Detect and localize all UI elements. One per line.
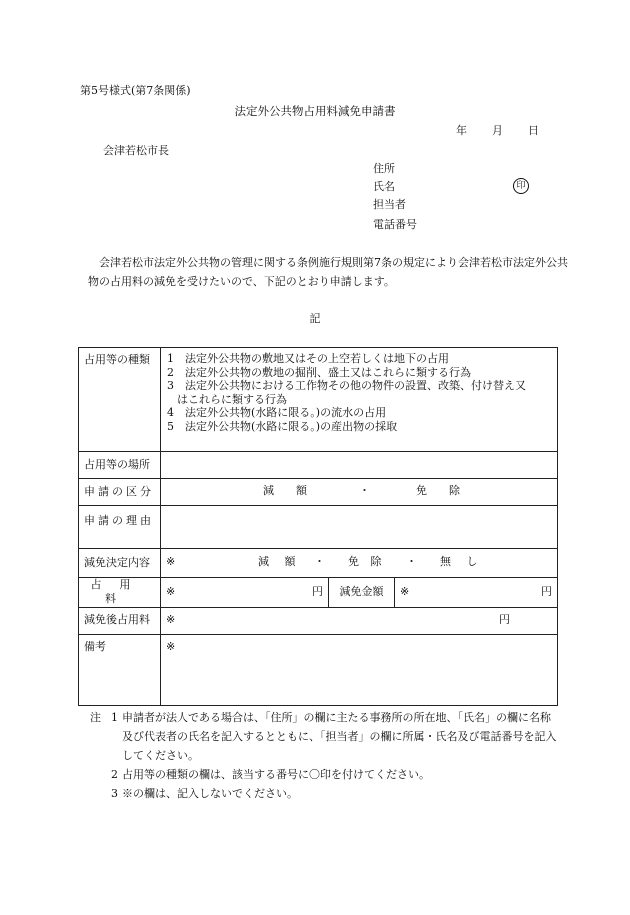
kind-option[interactable]: 2 法定外公共物の敷地の掘削、盛土又はこれらに類する行為: [167, 365, 471, 379]
reduced-amount-field: [395, 578, 558, 608]
decision-reduction: 減 額: [258, 555, 302, 568]
date-month: 月: [492, 124, 503, 137]
note-text: 占用等の種類の欄は、該当する番号に〇印を付けてください。: [122, 768, 430, 781]
after-fee-label: 減免後占用料: [79, 607, 161, 634]
request-statement: [88, 253, 568, 291]
note-number: 1: [111, 711, 118, 724]
kind-option-continuation: はこれらに類する行為: [177, 392, 287, 406]
staff-only-mark: ※: [400, 585, 410, 599]
note-item: [90, 784, 560, 803]
notes: [90, 708, 560, 803]
name-label: 氏名: [373, 180, 395, 193]
staff-only-mark: ※: [166, 612, 176, 626]
kind-label: 占用等の種類: [79, 348, 161, 452]
place-field[interactable]: [161, 452, 558, 479]
staff-only-mark: ※: [166, 555, 176, 568]
category-exemption[interactable]: 免 除: [416, 484, 460, 497]
page-title: 法定外公共物占用料減免申請書: [234, 104, 396, 118]
yen-unit: 円: [541, 585, 552, 599]
kind-option[interactable]: 5 法定外公共物(水路に限る。)の産出物の採取: [167, 419, 398, 433]
note-text: ※の欄は、記入しないでください。: [122, 787, 298, 800]
kind-option[interactable]: 3 法定外公共物における工作物その他の物件の設置、改築、付け替え又: [167, 379, 526, 392]
remarks-label-text: 備考: [84, 639, 106, 653]
after-fee-field: [161, 607, 558, 634]
decision-label: 減免決定内容: [79, 549, 161, 578]
staff-only-mark: ※: [166, 585, 176, 599]
note-number: 2: [111, 768, 118, 781]
application-table: [78, 347, 558, 706]
decision-separator: ・: [314, 555, 325, 568]
ki-heading: 記: [309, 312, 321, 325]
seal-mark: 印: [513, 178, 529, 194]
request-statement-text: 会津若松市法定外公共物の管理に関する条例施行規則第7条の規定により会津若松市法定外公共物の占用料の減免を受けたいので、下記のとおり申請します。: [88, 256, 568, 288]
remarks-field: [161, 634, 558, 705]
phone-label: 電話番号: [373, 218, 417, 231]
decision-separator: ・: [406, 555, 417, 568]
yen-unit: 円: [499, 612, 510, 626]
decision-exemption: 免 除: [348, 555, 386, 568]
person-in-charge-label: 担当者: [373, 198, 406, 211]
remarks-label: [79, 634, 161, 705]
category-separator: ・: [359, 484, 370, 497]
note-text: 申請者が法人である場合は、「住所」の欄に主たる事務所の所在地、「氏名」の欄に名称及び代表者の氏名を記入するとともに、「担当者」の欄に所属・氏名及び電話番号を記入してください。: [122, 711, 557, 762]
decision-none: 無 し: [440, 555, 484, 568]
address-label: 住所: [373, 162, 395, 175]
kind-option[interactable]: 1 法定外公共物の敷地又はその上空若しくは地下の占用: [167, 352, 449, 365]
place-label: 占用等の場所: [79, 452, 161, 479]
note-item: [90, 765, 560, 784]
notes-heading: 注: [90, 711, 101, 724]
form-number: 第5号様式(第7条関係): [80, 84, 191, 97]
kind-list: [161, 348, 558, 452]
category-label: 申請の区分: [79, 479, 161, 506]
kind-option[interactable]: 4 法定外公共物(水路に限る。)の流水の占用: [167, 406, 387, 419]
fee-field: [161, 578, 329, 608]
date-day: 日: [528, 124, 539, 137]
staff-only-mark: ※: [166, 639, 176, 653]
reason-label: 申請の理由: [79, 506, 161, 549]
date-year: 年: [456, 124, 467, 137]
reduced-amount-label: 減免金額: [329, 578, 395, 608]
yen-unit: 円: [312, 585, 323, 599]
note-item: [90, 708, 560, 765]
fee-label: 占用料: [79, 578, 161, 608]
category-field[interactable]: [161, 479, 558, 506]
category-reduction[interactable]: 減 額: [263, 484, 307, 497]
note-number: 3: [111, 787, 118, 800]
addressee: 会津若松市長: [103, 144, 169, 157]
reason-field[interactable]: [161, 506, 558, 549]
decision-field: [161, 549, 558, 578]
